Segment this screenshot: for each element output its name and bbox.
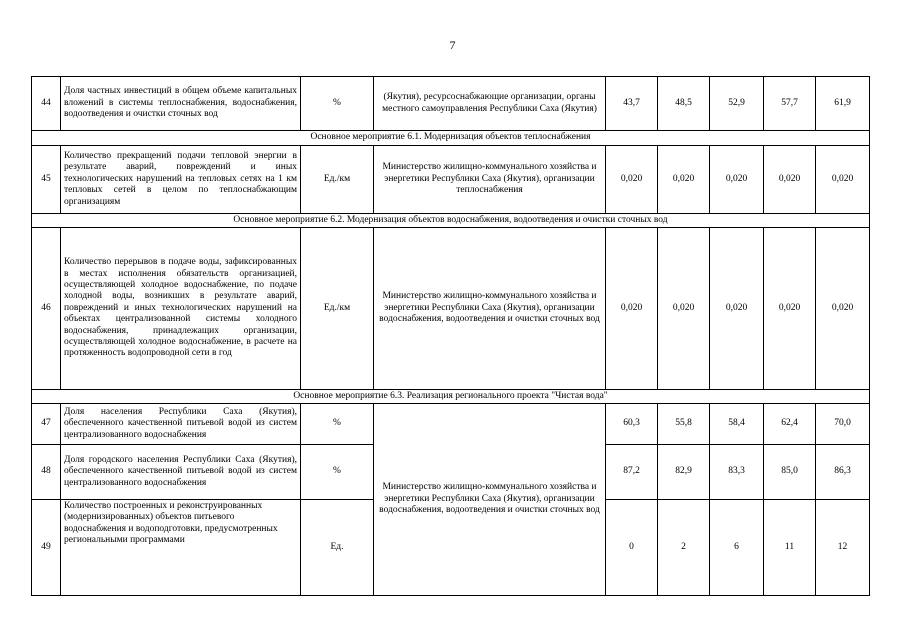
unit: Ед./км: [301, 228, 374, 390]
unit: %: [301, 77, 374, 131]
value-cell: 0,020: [606, 228, 658, 390]
indicator-name: Доля населения Республики Саха (Якутия), обеспеченного качественной питьевой водой из систем централизованного водоснабжения: [61, 404, 301, 445]
unit: %: [301, 404, 374, 445]
row-number: 49: [32, 500, 61, 596]
section-heading: Основное мероприятие 6.2. Модернизация объектов водоснабжения, водоотведения и очистки сточных вод: [32, 214, 870, 228]
indicator-name: Количество прекращений подачи тепловой энергии в результате аварий, повреждений и иных технологических нарушений на тепловых сетях на 1 км тепловых сетей в целом по теплоснабжающим организациям: [61, 146, 301, 214]
value-cell: 0,020: [710, 228, 764, 390]
value-cell: 57,7: [764, 77, 816, 131]
value-cell: 55,8: [658, 404, 710, 445]
value-cell: 0,020: [658, 228, 710, 390]
indicator-name: Количество перерывов в подаче воды, зафиксированных в местах исполнения обязательств организацией, осуществляющей холодное водоснабжение, по подаче холодной воды, возникших в результате аварий, повреждений и иных технологических нарушений на объектах централизованной системы холодного водоснабжения, принадлежащих организации, осуществляющей холодное водоснабжение, в расчете на протяженность водопроводной сети в год: [61, 228, 301, 390]
section-row: [32, 390, 870, 404]
value-cell: 58,4: [710, 404, 764, 445]
value-cell: 48,5: [658, 77, 710, 131]
table-body: [32, 77, 870, 596]
value-cell: 70,0: [816, 404, 870, 445]
row-number: 46: [32, 228, 61, 390]
responsible: (Якутия), ресурсоснабжающие организации, органы местного самоуправления Республики Саха (Якутия): [374, 77, 606, 131]
unit: Ед./км: [301, 146, 374, 214]
value-cell: 43,7: [606, 77, 658, 131]
value-cell: 0,020: [764, 228, 816, 390]
unit: %: [301, 445, 374, 500]
value-cell: 52,9: [710, 77, 764, 131]
value-cell: 0: [606, 500, 658, 596]
value-cell: 82,9: [658, 445, 710, 500]
row-number: 48: [32, 445, 61, 500]
section-heading: Основное мероприятие 6.3. Реализация регионального проекта "Чистая вода": [32, 390, 870, 404]
section-heading: Основное мероприятие 6.1. Модернизация объектов теплоснабжения: [32, 131, 870, 146]
value-cell: 2: [658, 500, 710, 596]
section-row: [32, 131, 870, 146]
responsible: Министерство жилищно-коммунального хозяйства и энергетики Республики Саха (Якутия), организации водоснабжения, водоотведения и очистки сточных вод: [374, 228, 606, 390]
row-number: 47: [32, 404, 61, 445]
responsible: Министерство жилищно-коммунального хозяйства и энергетики Республики Саха (Якутия), организации теплоснабжения: [374, 146, 606, 214]
value-cell: 0,020: [816, 228, 870, 390]
page-number: 7: [449, 38, 456, 52]
indicators-table: [31, 76, 870, 596]
value-cell: 87,2: [606, 445, 658, 500]
value-cell: 0,020: [764, 146, 816, 214]
table-row: [32, 146, 870, 214]
table-row: [32, 404, 870, 445]
value-cell: 62,4: [764, 404, 816, 445]
value-cell: 0,020: [606, 146, 658, 214]
indicator-name: Доля городского населения Республики Саха (Якутия), обеспеченного качественной питьевой водой из систем централизованного водоснабжения: [61, 445, 301, 500]
table-row: [32, 77, 870, 131]
unit: Ед.: [301, 500, 374, 596]
value-cell: 0,020: [710, 146, 764, 214]
row-number: 44: [32, 77, 61, 131]
row-number: 45: [32, 146, 61, 214]
value-cell: 0,020: [658, 146, 710, 214]
value-cell: 85,0: [764, 445, 816, 500]
value-cell: 0,020: [816, 146, 870, 214]
indicator-name: Количество построенных и реконструированных (модернизированных) объектов питьевого водоснабжения и водоподготовки, предусмотренных региональными программами: [61, 500, 301, 596]
value-cell: 86,3: [816, 445, 870, 500]
value-cell: 61,9: [816, 77, 870, 131]
indicator-name: Доля частных инвестиций в общем объеме капитальных вложений в системы теплоснабжения, водоснабжения, водоотведения и очистки сточных вод: [61, 77, 301, 131]
value-cell: 60,3: [606, 404, 658, 445]
section-row: [32, 214, 870, 228]
value-cell: 11: [764, 500, 816, 596]
responsible: Министерство жилищно-коммунального хозяйства и энергетики Республики Саха (Якутия), организации водоснабжения, водоотведения и очистки сточных вод: [374, 404, 606, 596]
table-row: [32, 228, 870, 390]
value-cell: 83,3: [710, 445, 764, 500]
value-cell: 12: [816, 500, 870, 596]
value-cell: 6: [710, 500, 764, 596]
